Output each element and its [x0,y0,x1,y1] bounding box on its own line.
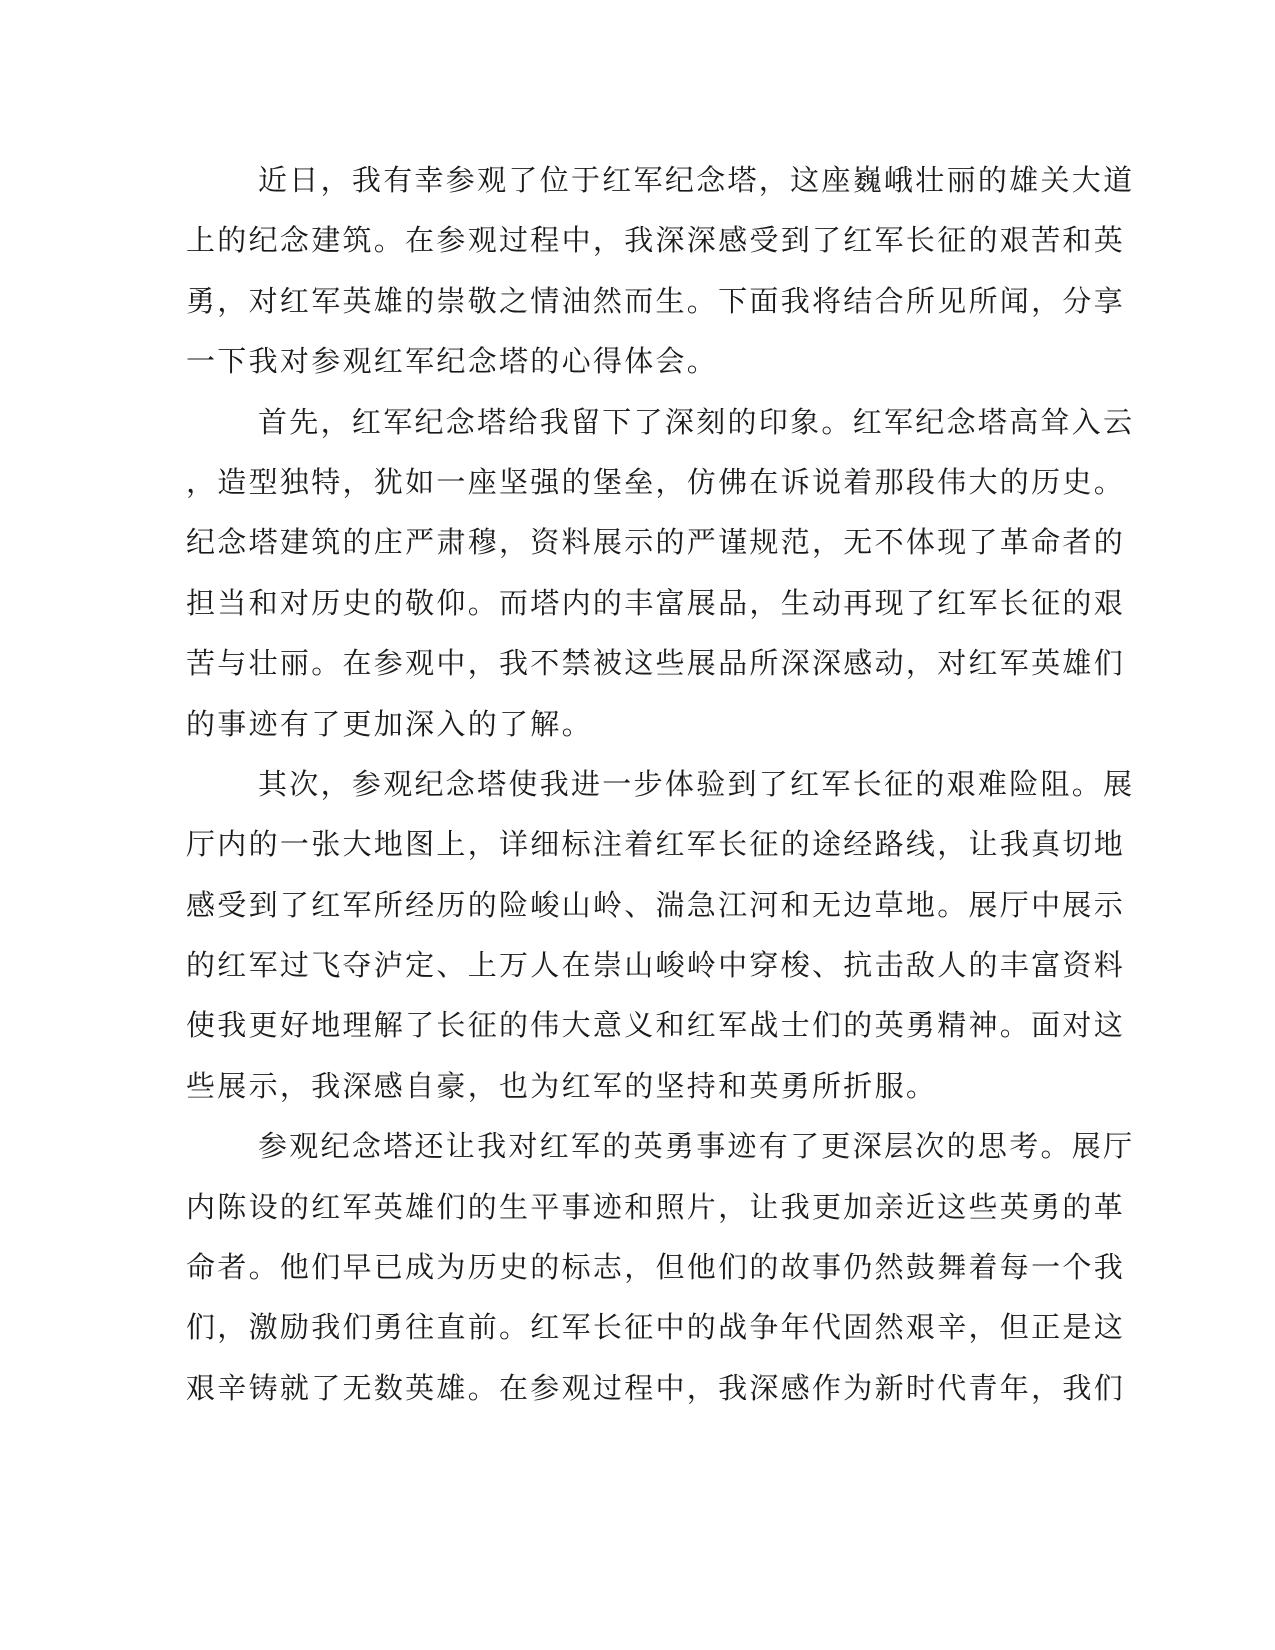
paragraph-1 [186,150,1135,392]
paragraph-line: 勇，对红军英雄的崇敬之情油然而生。下面我将结合所见所闻，分享 [186,283,1126,318]
paragraph-line: 首先，红军纪念塔给我留下了深刻的印象。红军纪念塔高耸入云 [258,404,1135,439]
paragraph-line: 纪念塔建筑的庄严肃穆，资料展示的严谨规范，无不体现了革命者的 [186,525,1126,560]
paragraph-line: ，造型独特，犹如一座坚强的堡垒，仿佛在诉说着那段伟大的历史。 [186,464,1126,499]
paragraph-line: 命者。他们早已成为历史的标志，但他们的故事仍然鼓舞着每一个我 [186,1250,1126,1285]
paragraph-line: 艰辛铸就了无数英雄。在参观过程中，我深感作为新时代青年，我们 [186,1370,1126,1405]
document-body [186,150,1135,1418]
paragraph-line: 近日，我有幸参观了位于红军纪念塔，这座巍峨壮丽的雄关大道 [258,163,1135,197]
paragraph-3 [186,754,1135,1116]
paragraph-2 [186,392,1135,754]
paragraph-line: 内陈设的红军英雄们的生平事迹和照片，让我更加亲近这些英勇的革 [186,1189,1126,1224]
paragraph-4 [186,1116,1135,1418]
paragraph-line: 一下我对参观红军纪念塔的心得体会。 [186,344,719,379]
paragraph-line: 些展示，我深感自豪，也为红军的坚持和英勇所折服。 [186,1068,938,1103]
paragraph-line: 担当和对历史的敬仰。而塔内的丰富展品，生动再现了红军长征的艰 [186,585,1126,620]
paragraph-line: 的事迹有了更加深入的了解。 [186,706,593,741]
paragraph-line: 参观纪念塔还让我对红军的英勇事迹有了更深层次的思考。展厅 [258,1129,1135,1164]
paragraph-line: 上的纪念建筑。在参观过程中，我深深感受到了红军长征的艰苦和英 [186,223,1126,258]
paragraph-line: 厅内的一张大地图上，详细标注着红军长征的途经路线，让我真切地 [186,827,1126,862]
paragraph-line: 感受到了红军所经历的险峻山岭、湍急江河和无边草地。展厅中展示 [186,887,1126,922]
paragraph-line: 使我更好地理解了长征的伟大意义和红军战士们的英勇精神。面对这 [186,1008,1126,1043]
paragraph-line: 苦与壮丽。在参观中，我不禁被这些展品所深深感动，对红军英雄们 [186,646,1126,681]
paragraph-line: 其次，参观纪念塔使我进一步体验到了红军长征的艰难险阻。展 [258,766,1135,801]
paragraph-line: 们，激励我们勇往直前。红军长征中的战争年代固然艰辛，但正是这 [186,1310,1126,1345]
paragraph-line: 的红军过飞夺泸定、上万人在崇山峻岭中穿梭、抗击敌人的丰富资料 [186,948,1126,983]
